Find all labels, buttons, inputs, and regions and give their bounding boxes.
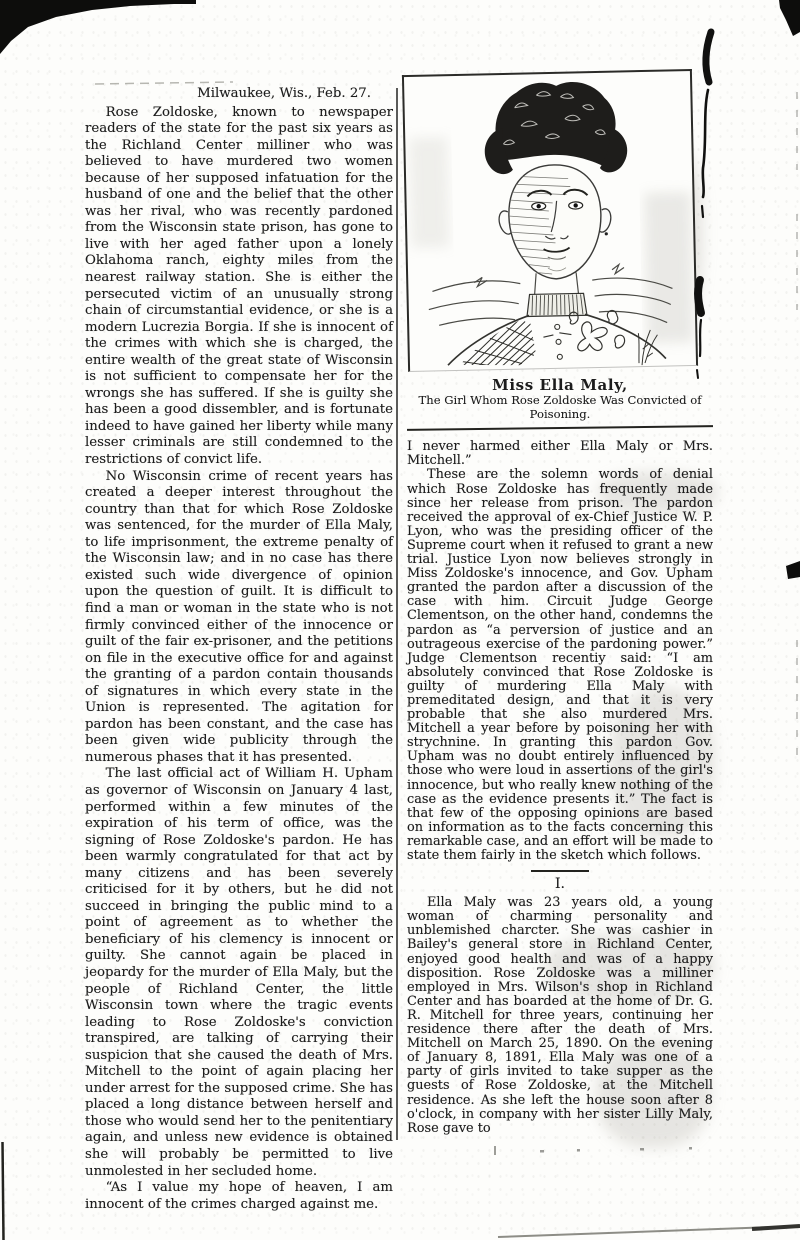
- portrait-illustration: [404, 71, 696, 371]
- section-divider-rule: [531, 870, 589, 872]
- article-paragraph: I never harmed either Ella Maly or Mrs. Mitchell.”: [407, 439, 713, 469]
- article-column-right: [407, 72, 713, 1136]
- article-column-left: [85, 86, 393, 1213]
- article-paragraph: These are the solemn words of denial which Rose Zoldoske has frequently made since her release from prison. The pardon received the approval of ex-Chief Justice W. P. Lyon, who was the presiding officer of the Supreme court when it refused to grant a new trial. Justice Lyon now believes strongly in Miss Zoldoske's innocence, and Gov. Upham granted the pardon after a discussion of the case with him. Circuit Judge George Clementson, on the other hand, condemns the pardon as “a perversion of justice and an outrageous exercise of the pardoning power.” Judge Clementson recentiy said: “I am absolutely convinced that Rose Zoldoske is guilty of murdering Ella Maly with premeditated design, and that it is very probable that she also murdered Mrs. Mitchell a year before by poisoning her with strychnine. In granting this pardon Gov. Upham was no doubt entirely influenced by those who were loud in assertions of the girl's innocence, but who really knew nothing of the case as the evidence presents it.” The fact is that few of the opposing opinions are based on information as to the facts concerning this remarkable case, and an effort will be made to state them fairly in the sketch which follows.: [407, 467, 713, 863]
- article-paragraph: Ella Maly was 23 years old, a young woman of charming personality and unblemished charcter. She was cashier in Bailey's general store in Richland Center, enjoyed good health and was of a happy disposition. Rose Zoldoske was a milliner employed in Mrs. Wilson's shop in Richland Center and has boarded at the home of Dr. G. R. Mitchell for three years, continuing her residence there after the death of Mrs. Mitchell on March 25, 1890. On the evening of January 8, 1891, Ella Maly was one of a party of girls invited to take supper as the guests of Rose Zoldoske, at the Mitchell residence. As she left the house soon after 8 o'clock, in company with her sister Lilly Maly, Rose gave to: [407, 895, 713, 1136]
- dateline: Milwaukee, Wis., Feb. 27.: [197, 86, 371, 101]
- article-paragraph: Rose Zoldoske, known to newspaper readers of the state for the past six years as the Richland Center milliner who was believed to have murdered two women because of her supposed infatuation for the husband of one and the belief that the other was her rival, who was recently pardoned from the Wisconsin state prison, has gone to live with her aged father upon a lonely Oklahoma ranch, eighty miles from the nearest railway station. She is either the persecuted victim of an unusually strong chain of circumstantial evidence, or she is a modern Lucrezia Borgia. If she is innocent of the crimes with which she is charged, the entire wealth of the great state of Wisconsin is not sufficient to compensate her for the wrongs she has suffered. If she is guilty she has been a good dissembler, and is fortunate indeed to have gained her liberty while many lesser criminals are still condemned to the restrictions of convict life.: [85, 104, 393, 468]
- column-divider-rule: [396, 88, 398, 1140]
- caption-rule: [407, 425, 713, 431]
- portrait-frame: [402, 69, 698, 372]
- article-paragraph: “As I value my hope of heaven, I am innocent of the crimes charged against me.: [85, 1180, 393, 1212]
- portrait-caption-title: Miss Ella Maly,: [492, 376, 628, 394]
- article-column-right-text: [407, 440, 713, 1136]
- article-paragraph: The last official act of William H. Upham as governor of Wisconsin on January 4 last, performed within a few minutes of the expiration of his term of office, was the signing of Rose Zoldoske's pardon. He has been warmly congratulated for that act by many citizens and has been severely criticised for it by others, but he did not succeed in bringing the public mind to a point of agreement as to whether the beneficiary of his clemency is innocent or guilty. She cannot again be placed in jeopardy for the murder of Ella Maly, but the people of Richland Center, the little Wisconsin town where the tragic events leading to Rose Zoldoske's conviction transpired, are talking of carrying their suspicion that she caused the death of Mrs. Mitchell to the point of again placing her under arrest for the supposed crime. She has placed a long distance between herself and those who would send her to the penitentiary again, and unless new evidence is obtained she will probably be permitted to live unmolested in her secluded home.: [85, 766, 393, 1179]
- section-heading: I.: [555, 876, 565, 893]
- portrait-caption-subtitle: The Girl Whom Rose Zoldoske Was Convicted of Poisoning.: [418, 393, 702, 421]
- article-paragraph: No Wisconsin crime of recent years has created a deeper interest throughout the country than that for which Rose Zoldoske was sentenced, for the murder of Ella Maly, to life imprisonment, the extreme penalty of the Wisconsin law; and in no case has there existed such wide divergence of opinion upon the question of guilt. It is difficult to find a man or woman in the state who is not firmly convinced either of the innocence or guilt of the fair ex-prisoner, and the petitions on file in the executive office for and against the granting of a pardon contain thousands of signatures in which every state in the Union is represented. The agitation for pardon has been constant, and the case has been given wide publicity through the numerous phases that it has presented.: [85, 468, 393, 765]
